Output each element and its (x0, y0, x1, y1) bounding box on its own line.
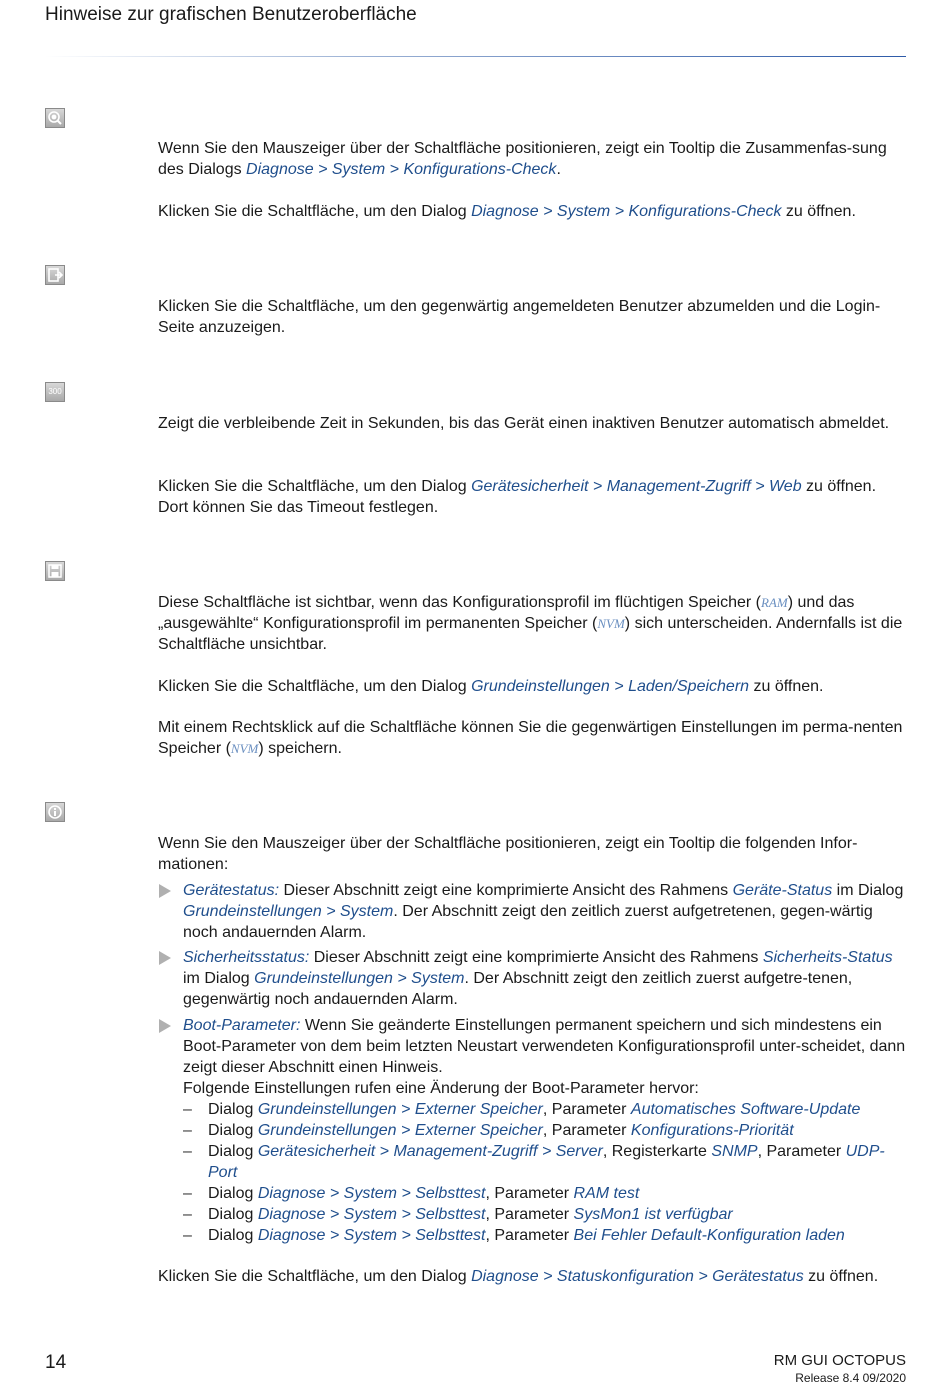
boot-param-item: – Dialog Gerätesicherheit > Management-Zugriff > Server, Registerkarte SNMP, Parameter UDP-Port (183, 1143, 885, 1181)
save-rightclick-text: Mit einem Rechtsklick auf die Schaltfläche können Sie die gegenwärtigen Einstellungen im perma-nenten Speicher (NVM) speichern. (158, 719, 903, 757)
save-icon (45, 561, 65, 581)
page-header-title: Hinweise zur grafischen Benutzeroberfläche (45, 4, 417, 25)
boot-param-item: – Dialog Grundeinstellungen > Externer Speicher, Parameter Konfigurations-Priorität (183, 1122, 794, 1139)
dialog-link: Diagnose > Statuskonfiguration > Gerätestatus (471, 1268, 804, 1285)
config-check-tooltip-text: Wenn Sie den Mauszeiger über der Schaltfläche positionieren, zeigt ein Tooltip die Zusammenfas-sung des Dialogs Diagnose > System > Konfigurations-Check. (158, 140, 887, 178)
dialog-link: Diagnose > System > Konfigurations-Check (246, 161, 557, 178)
save-visibility-text: Diese Schaltfläche ist sichtbar, wenn das Konfigurationsprofil im flüchtigen Speicher (RAM) und das „ausgewählte“ Konfigurationsprofil im permanenten Speicher (NVM) sich unterscheiden. Andernfalls ist die Schaltfläche unsichtbar. (158, 594, 903, 653)
logout-text: Klicken Sie die Schaltfläche, um den gegenwärtig angemeldeten Benutzer abzumelden und die Login-Seite anzuzeigen. (158, 298, 881, 336)
info-icon (45, 802, 65, 822)
bullet-triangle-icon (159, 884, 171, 898)
dialog-link: Gerätesicherheit > Management-Zugriff > Web (471, 478, 802, 495)
timeout-counter-icon: 300 (45, 382, 65, 402)
dialog-link: Grundeinstellungen > Laden/Speichern (471, 678, 750, 695)
save-click-text: Klicken Sie die Schaltfläche, um den Dialog Grundeinstellungen > Laden/Speichern zu öffnen. (158, 678, 824, 695)
logout-icon (45, 265, 65, 285)
document-title: RM GUI OCTOPUS (773, 1352, 906, 1369)
dialog-link: Diagnose > System > Konfigurations-Check (471, 203, 782, 220)
release-info: Release 8.4 09/2020 (795, 1371, 906, 1385)
header-rule (45, 56, 906, 57)
config-check-click-text: Klicken Sie die Schaltfläche, um den Dialog Diagnose > System > Konfigurations-Check zu öffnen. (158, 203, 856, 220)
boot-param-item: – Dialog Grundeinstellungen > Externer Speicher, Parameter Automatisches Software-Update (183, 1101, 861, 1118)
timeout-click-text: Klicken Sie die Schaltfläche, um den Dialog Gerätesicherheit > Management-Zugriff > Web zu öffnen. Dort können Sie das Timeout festlegen. (158, 478, 877, 516)
boot-param-item: – Dialog Diagnose > System > Selbsttest, Parameter Bei Fehler Default-Konfiguration laden (183, 1227, 845, 1244)
info-intro-text: Wenn Sie den Mauszeiger über der Schaltfläche positionieren, zeigt ein Tooltip die folgenden Infor-mationen: (158, 835, 858, 873)
timeout-text: Zeigt die verbleibende Zeit in Sekunden, bis das Gerät einen inaktiven Benutzer automatisch abmeldet. (158, 415, 890, 432)
bullet-triangle-icon (159, 951, 171, 965)
info-click-text: Klicken Sie die Schaltfläche, um den Dialog Diagnose > Statuskonfiguration > Gerätestatus zu öffnen. (158, 1268, 879, 1285)
page-number: 14 (45, 1352, 67, 1373)
config-check-icon (45, 108, 65, 128)
boot-param-item: – Dialog Diagnose > System > Selbsttest, Parameter RAM test (183, 1185, 640, 1202)
boot-param-item: – Dialog Diagnose > System > Selbsttest, Parameter SysMon1 ist verfügbar (183, 1206, 733, 1223)
bullet-triangle-icon (159, 1019, 171, 1033)
list-item-boot-parameter: Boot-Parameter: Wenn Sie geänderte Einstellungen permanent speichern und sich mindestens ein Boot-Parameter von dem beim letzten Neustart verwendeten Konfigurationsprofil unter-scheidet, dann zeigt dieser Abschnitt einen Hinweis. Folgende Einstellungen rufen eine Änderung der Boot-Parameter hervor: (158, 1015, 908, 1099)
list-item-sicherheitsstatus: Sicherheitsstatus: Dieser Abschnitt zeigt eine komprimierte Ansicht des Rahmens Sicherheits-Status im Dialog Grundeinstellungen > System. Der Abschnitt zeigt den zeitlich zuerst aufgetre-tenen, gegenwärtig noch andauernden Alarm. (158, 947, 908, 1010)
list-item-geraetestatus: Gerätestatus: Dieser Abschnitt zeigt eine komprimierte Ansicht des Rahmens Geräte-Status im Dialog Grundeinstellungen > System. Der Abschnitt zeigt den zeitlich zuerst aufgetretenen, gegen-wärtig noch andauernden Alarm. (158, 880, 908, 943)
